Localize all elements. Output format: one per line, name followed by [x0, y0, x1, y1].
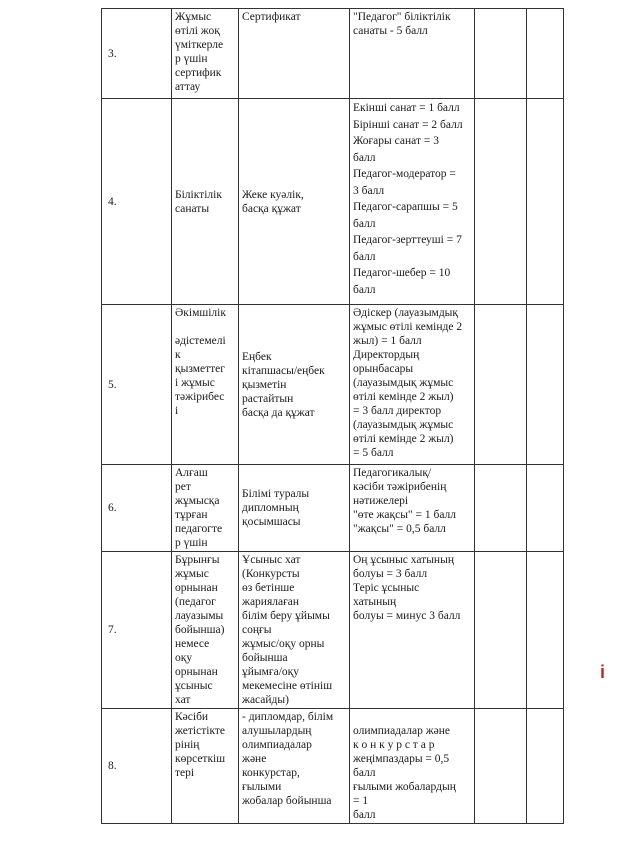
indicator-cell-line: аттау	[175, 81, 201, 93]
criteria-cell	[350, 305, 475, 465]
document-cell-line: жұмыс/оқу орны	[242, 638, 325, 650]
document-cell-line: бойынша	[242, 652, 288, 664]
criteria-cell-line: балл	[353, 283, 376, 296]
criteria-cell	[350, 99, 475, 305]
row-number: 6.	[102, 465, 172, 552]
criteria-cell-line: Педагог-сарапшы = 5	[353, 201, 458, 213]
document-cell-line: ғылыми	[242, 781, 282, 793]
criteria-cell-line: Жоғары санат = 3	[353, 135, 439, 147]
criteria-cell-line: Теріс ұсыныс	[353, 582, 420, 594]
criteria-cell-line	[353, 710, 471, 724]
criteria-cell	[350, 9, 475, 99]
criteria-cell-line: хатының	[353, 596, 397, 608]
indicator-cell	[172, 552, 239, 709]
criteria-cell-line: Бірінші санат = 2 балл	[353, 118, 463, 131]
indicator-cell-line: сертифик	[175, 67, 222, 79]
document-cell	[239, 465, 350, 552]
indicator-cell-line: көрсеткіш	[175, 753, 226, 765]
document-cell-line: ұйымға/оқу	[242, 666, 300, 678]
criteria-cell-line: олимпиадалар және	[353, 725, 451, 737]
document-cell	[239, 99, 350, 305]
indicator-cell-line: і жұмыс	[175, 377, 215, 389]
criteria-cell-line: болуы = минус 3 балл	[353, 610, 461, 622]
indicator-cell-line: тері	[175, 767, 195, 779]
criteria-cell-line: санаты - 5 балл	[353, 25, 428, 37]
criteria-cell-line: өтілі кемінде 2 жыл)	[353, 391, 454, 403]
indicator-cell-line: Біліктілік	[175, 188, 222, 201]
indicator-cell-line: тәжірибес	[175, 391, 225, 403]
document-cell-line: қосымшасы	[242, 516, 301, 528]
indicator-cell-line: к	[175, 349, 181, 361]
criteria-cell-line: болуы = 3 балл	[353, 568, 428, 580]
criteria-cell-line: к о н к у р с т а р	[353, 739, 435, 751]
document-cell-line: жобалар бойынша	[242, 795, 332, 807]
score-cell	[475, 9, 527, 99]
evaluation-criteria-table	[101, 8, 564, 824]
criteria-cell	[350, 552, 475, 709]
document-cell-line: білім беру ұйымы	[242, 610, 330, 622]
document-cell-line: соңғы	[242, 624, 272, 636]
criteria-cell-line: Педагог-шебер = 10	[353, 267, 451, 279]
document-cell-line: растайтын	[242, 392, 294, 405]
indicator-cell-line: рінің	[175, 739, 200, 751]
document-cell-line: алушылардың	[242, 725, 312, 737]
document-cell-line: Жеке куәлік,	[242, 188, 304, 201]
row-number: 3.	[102, 9, 172, 99]
score-cell	[475, 465, 527, 552]
indicator-cell-line	[175, 320, 235, 334]
score-cell	[475, 99, 527, 305]
table-row	[102, 99, 564, 305]
criteria-cell-line: = 1	[353, 795, 369, 807]
indicator-cell	[172, 9, 239, 99]
document-cell-line: Еңбек	[242, 350, 272, 363]
criteria-cell	[350, 465, 475, 552]
score-cell	[475, 552, 527, 709]
criteria-cell-line: балл	[353, 250, 376, 263]
indicator-cell-line: хат	[175, 694, 191, 706]
document-cell-line: және	[242, 753, 267, 765]
document-cell-line: өз бетінше	[242, 582, 295, 594]
document-cell-line: дипломның	[242, 502, 299, 514]
document-cell-line: жасайды)	[242, 694, 289, 706]
indicator-cell-line: тұрған	[175, 509, 208, 521]
document-cell-line: кітапшасы/еңбек	[242, 364, 325, 377]
indicator-cell-line: педагогте	[175, 523, 223, 535]
criteria-cell-line: кәсіби тәжірибенің	[353, 481, 447, 493]
document-cell-line: мекемесіне өтініш	[242, 680, 333, 692]
indicator-cell-line: орнынан	[175, 582, 218, 594]
criteria-cell-line: балл	[353, 809, 376, 821]
indicator-cell-line: Кәсіби	[175, 711, 209, 723]
document-cell-line: олимпиадалар	[242, 739, 312, 751]
document-cell-line: (Конкурсты	[242, 568, 300, 580]
document-cell	[239, 305, 350, 465]
criteria-cell-line: орынбасары	[353, 363, 414, 375]
criteria-cell-line: "Педагог" біліктілік	[353, 11, 451, 23]
indicator-cell-line: өтілі жоқ	[175, 25, 220, 37]
margin-mark: i	[600, 662, 606, 682]
criteria-cell-line: "өте жақсы" = 1 балл	[353, 509, 457, 521]
row-number: 4.	[102, 99, 172, 305]
document-cell	[239, 709, 350, 824]
table-row	[102, 305, 564, 465]
indicator-cell-line: Бұрынғы	[175, 554, 220, 566]
indicator-cell	[172, 709, 239, 824]
criteria-cell-line: балл	[353, 767, 376, 779]
row-number: 7.	[102, 552, 172, 709]
indicator-cell-line: қызметтег	[175, 363, 225, 375]
document-cell-line: конкурстар,	[242, 767, 300, 779]
note-cell	[527, 305, 564, 465]
indicator-cell	[172, 305, 239, 465]
indicator-cell-line: санаты	[175, 202, 210, 215]
indicator-cell-line: ұсыныс	[175, 680, 213, 692]
criteria-cell-line: Директордың	[353, 349, 420, 361]
note-cell	[527, 709, 564, 824]
indicator-cell-line: орнынан	[175, 666, 218, 678]
criteria-cell-line: 3 балл	[353, 184, 385, 197]
indicator-cell-line: (педагог	[175, 596, 216, 608]
criteria-cell-line: балл	[353, 217, 376, 230]
criteria-cell-line: Педагогикалық/	[353, 467, 432, 479]
document-cell	[239, 9, 350, 99]
criteria-cell-line: нәтижелері	[353, 495, 409, 507]
row-number: 5.	[102, 305, 172, 465]
note-cell	[527, 552, 564, 709]
score-cell	[475, 305, 527, 465]
criteria-cell-line: Екінші санат = 1 балл	[353, 102, 460, 114]
indicator-cell-line: р үшін	[175, 53, 208, 65]
indicator-cell-line: жұмысқа	[175, 495, 220, 507]
criteria-cell-line: ғылыми жобалардың	[353, 781, 456, 793]
indicator-cell-line: немесе	[175, 638, 210, 650]
criteria-cell-line: (лауазымдық жұмыс	[353, 377, 454, 389]
note-cell	[527, 9, 564, 99]
indicator-cell-line: үміткерле	[175, 39, 224, 51]
criteria-cell-line: балл	[353, 151, 376, 164]
document-cell-line: Білімі туралы	[242, 488, 310, 500]
document-cell-line: жариялаған	[242, 596, 300, 608]
score-cell	[475, 709, 527, 824]
criteria-cell-line: жеңімпаздары = 0,5	[353, 753, 450, 765]
indicator-cell-line: Алғаш	[175, 467, 208, 479]
table-row	[102, 709, 564, 824]
criteria-cell	[350, 709, 475, 824]
document-cell-line: Ұсыныс хат	[242, 554, 301, 566]
document-cell-line: қызметін	[242, 378, 287, 391]
note-cell	[527, 99, 564, 305]
criteria-cell-line: = 5 балл	[353, 447, 394, 459]
indicator-cell	[172, 99, 239, 305]
row-number: 8.	[102, 709, 172, 824]
indicator-cell-line: р үшін	[175, 537, 208, 549]
note-cell	[527, 465, 564, 552]
indicator-cell-line: жетістікте	[175, 725, 226, 737]
criteria-cell-line: Әдіскер (лауазымдық	[353, 307, 458, 319]
document-cell	[239, 552, 350, 709]
criteria-cell-line: Педагог-зерттеуші = 7	[353, 234, 462, 246]
indicator-cell-line: әдістемелі	[175, 335, 226, 347]
table-row	[102, 9, 564, 99]
criteria-cell-line: (лауазымдық жұмыс	[353, 419, 454, 431]
criteria-cell-line: өтілі кемінде 2 жыл)	[353, 433, 454, 445]
indicator-cell-line: рет	[175, 481, 191, 493]
table-row	[102, 552, 564, 709]
indicator-cell-line: Әкімшілік	[175, 307, 226, 319]
indicator-cell	[172, 465, 239, 552]
indicator-cell-line: жұмыс	[175, 568, 209, 580]
criteria-cell-line: "жақсы" = 0,5 балл	[353, 523, 446, 535]
criteria-cell-line: = 3 балл директор	[353, 405, 442, 417]
document-cell-line: - дипломдар, білім	[242, 711, 334, 723]
document-cell-line: басқа да құжат	[242, 406, 315, 419]
criteria-cell-line: Оң ұсыныс хатының	[353, 554, 454, 566]
criteria-cell-line: Педагог-модератор =	[353, 168, 456, 180]
criteria-cell-line: жыл) = 1 балл	[353, 335, 422, 347]
indicator-cell-line: бойынша)	[175, 624, 225, 636]
indicator-cell-line: лауазымы	[175, 610, 224, 622]
indicator-cell-line: оқу	[175, 652, 193, 664]
criteria-cell-line: жұмыс өтілі кемінде 2	[353, 321, 463, 333]
document-cell-line: басқа құжат	[242, 202, 301, 215]
document-cell-line: Сертификат	[242, 11, 301, 23]
table-row	[102, 465, 564, 552]
indicator-cell-line: і	[175, 405, 179, 417]
indicator-cell-line: Жұмыс	[175, 11, 212, 23]
